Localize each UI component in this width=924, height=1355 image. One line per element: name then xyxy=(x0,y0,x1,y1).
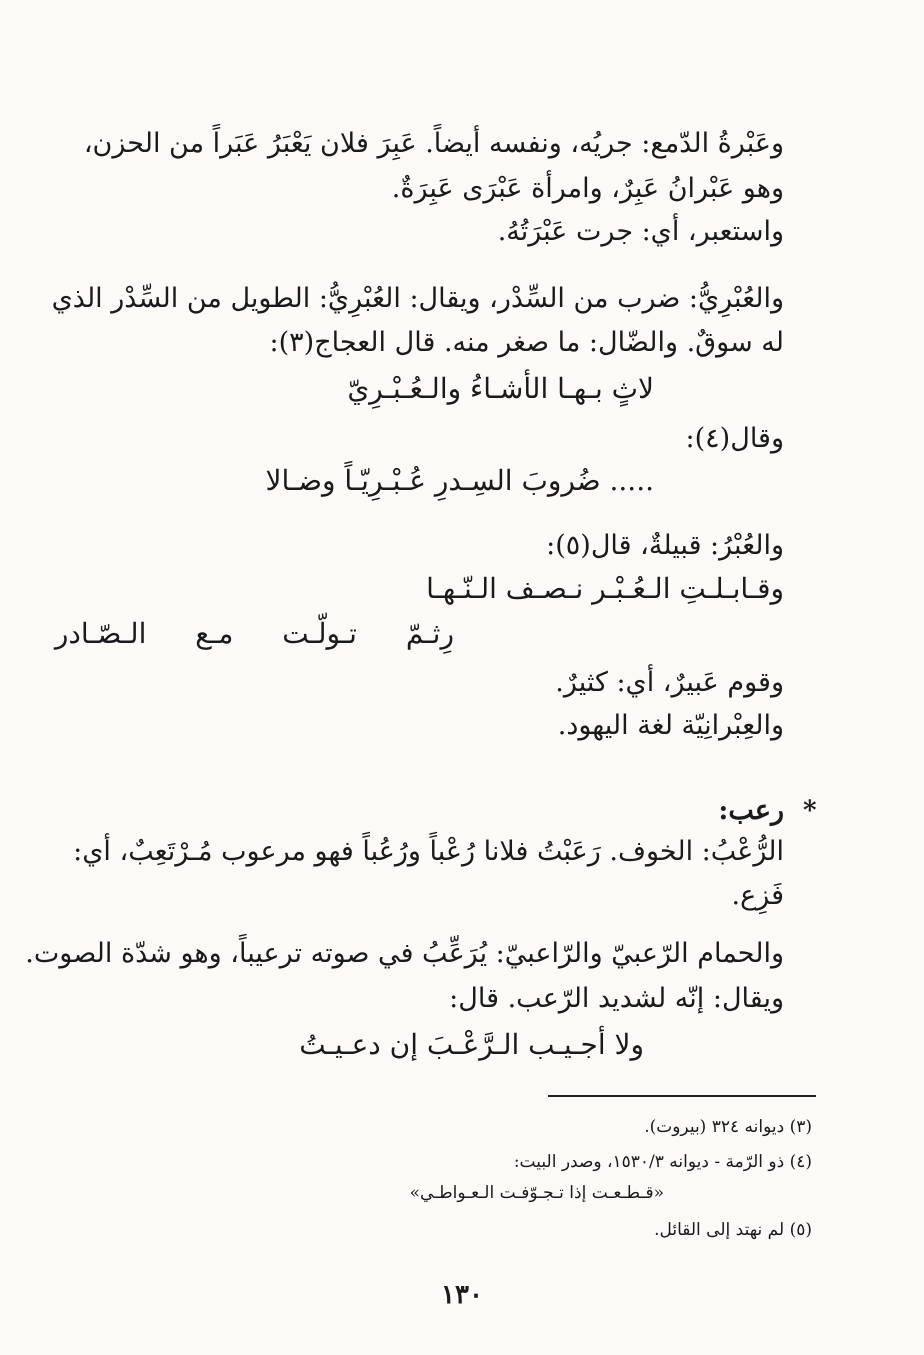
text-line-7: والعُبْرُ: قبيلةٌ، قال(٥): xyxy=(546,530,784,561)
text-line-12: والحمام الرّعبيّ والرّاعبيّ: يُرَعِّبُ في صوته ترعيباً، وهو شدّة الصوت. xyxy=(25,938,784,969)
verse-line-3a: وقـابـلـتِ الـعُـبْـر نـصـف الـنّـهـا xyxy=(426,572,784,605)
text-line-10: الرُّعْبُ: الخوف. رَعَبْتُ فلانا رُعْباً ورُعُباً فهو مرعوب مُـرْتَعِبٌ، أي: xyxy=(73,836,784,867)
text-line-3: واستعبر، أي: جرت عَبْرَتُهُ. xyxy=(497,216,784,247)
verse-line-3b: رِثـمّ تـولّـت مـع الـصّـادر xyxy=(54,617,454,650)
verse-line-4: ولا أجـيـب الـرَّعْـبَ إن دعـيـتُ xyxy=(299,1028,644,1061)
text-line-8: وقوم عَبيرٌ، أي: كثيرٌ. xyxy=(555,667,784,698)
entry-heading: رعب: xyxy=(718,795,784,826)
verse-line-2: ..... ضُروبَ السِـدرِ عُـبْـرِيّـاً وضـالا xyxy=(265,464,654,497)
footnote-separator xyxy=(548,1095,816,1097)
footnote-5: (٥) لم نهتد إلى القائل. xyxy=(654,1220,812,1240)
text-line-4: والعُبْرِيُّ: ضرب من السِّدْر، ويقال: العُبْرِيُّ: الطويل من السِّدْر الذي xyxy=(51,283,784,314)
text-line-6: وقال(٤): xyxy=(685,423,784,454)
page-number: ١٣٠ xyxy=(441,1280,483,1310)
footnote-3: (٣) ديوانه ٣٢٤ (بيروت). xyxy=(644,1117,812,1137)
text-line-5: له سوقٌ. والضّال: ما صغر منه. قال العجاج(٣): xyxy=(269,327,784,358)
text-line-2: وهو عَبْرانُ عَبِرٌ، وامرأة عَبْرَى عَبِرَةٌ. xyxy=(391,173,784,204)
text-line-11: فَزِع. xyxy=(731,880,784,911)
text-line-1: وعَبْرةُ الدّمع: جريُه، ونفسه أيضاً. عَبِرَ فلان يَعْبَرُ عَبَراً من الحزن، xyxy=(83,128,784,159)
entry-star-marker: * xyxy=(803,796,817,826)
text-line-9: والعِبْرانِيّة لغة اليهود. xyxy=(557,710,784,741)
footnote-4-verse: «قـطـعـت إذا تـجـوّفـت الـعـواطـي» xyxy=(409,1183,664,1203)
footnote-4: (٤) ذو الرّمة - ديوانه ١٥٣٠/٣، وصدر البيت: xyxy=(513,1152,812,1172)
text-line-13: ويقال: إنّه لشديد الرّعب. قال: xyxy=(449,983,784,1014)
verse-line-1: لاثٍ بـهـا الأشـاءُ والـعُـبْـرِيّ xyxy=(347,372,654,405)
